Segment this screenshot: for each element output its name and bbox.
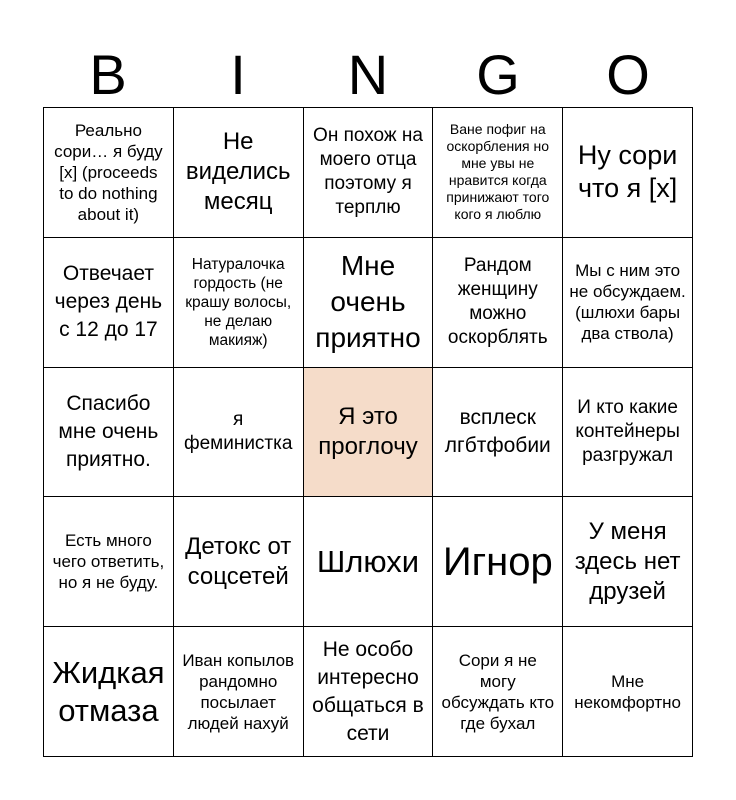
bingo-cell[interactable] [563,627,693,757]
bingo-cell[interactable] [174,108,304,238]
bingo-cell[interactable] [433,108,563,238]
bingo-cell[interactable] [174,627,304,757]
bingo-header [43,42,693,108]
cell-text: Он похож на моего отца поэтому я терплю [313,125,423,219]
cell-text: Мы с ним это не обсуждаем. (шлюхи бары два ствола) [569,261,686,344]
cell-text: Рандом женщину можно оскорблять [447,255,548,349]
cell-text: всплеск лгбтфобии [444,405,551,457]
bingo-cell[interactable] [563,368,693,498]
bingo-cell[interactable] [304,108,434,238]
cell-text: Спасибо мне очень приятно. [58,391,159,471]
cell-text: Игнор [442,539,553,584]
cell-text: Сори я не могу обсуждать кто где бухал [441,650,555,733]
header-letter-b: B [89,43,127,106]
header-letter-g: G [476,43,520,106]
bingo-cell[interactable] [44,368,174,498]
bingo-cell[interactable] [44,238,174,368]
cell-text: Мне некомфортно [574,671,681,712]
header-letter-i: I [230,43,246,106]
cell-text: Жидкая отмаза [52,654,165,728]
bingo-cell[interactable] [44,497,174,627]
cell-text: я феминистка [183,408,293,454]
bingo-cell[interactable] [433,627,563,757]
bingo-cell-free[interactable] [304,368,434,498]
cell-text: Отвечает через день с 12 до 17 [54,262,163,342]
bingo-cell[interactable] [304,497,434,627]
bingo-cell[interactable] [433,368,563,498]
cell-text: Я это проглочу [318,402,418,460]
cell-text: Иван копылов рандомно посылает людей нахуй [182,650,295,733]
cell-text: Реально сори… я буду [x] (proceeds to do nothing about it) [54,120,163,224]
bingo-cell[interactable] [563,238,693,368]
cell-text: Не виделись месяц [185,128,291,216]
bingo-cell[interactable] [563,108,693,238]
cell-text: Есть много чего ответить, но я не буду. [52,531,165,593]
bingo-cell[interactable] [433,497,563,627]
header-letter-n: N [347,43,389,106]
bingo-cell[interactable] [304,627,434,757]
cell-text: Ну сори что я [x] [577,140,678,204]
bingo-card [43,107,693,757]
cell-text: Детокс от соцсетей [185,532,292,590]
cell-text: У меня здесь нет друзей [574,517,681,605]
bingo-cell[interactable] [174,368,304,498]
cell-text: И кто какие контейнеры разгружал [575,396,680,466]
bingo-cell[interactable] [304,238,434,368]
bingo-cell[interactable] [563,497,693,627]
cell-text: Не особо интересно общаться в сети [312,637,424,745]
bingo-cell[interactable] [44,627,174,757]
bingo-cell[interactable] [174,497,304,627]
header-letter-o: O [606,43,650,106]
cell-text: Шлюхи [316,543,420,579]
bingo-cell[interactable] [174,238,304,368]
cell-text: Мне очень приятно [315,250,421,354]
bingo-cell[interactable] [44,108,174,238]
bingo-cell[interactable] [433,238,563,368]
cell-text: Натуралочка гордость (не крашу волосы, не делаю макияж) [185,255,292,349]
cell-text: Ване пофиг на оскорбления но мне увы не нравится когда принижают того кого я люблю [446,121,550,223]
